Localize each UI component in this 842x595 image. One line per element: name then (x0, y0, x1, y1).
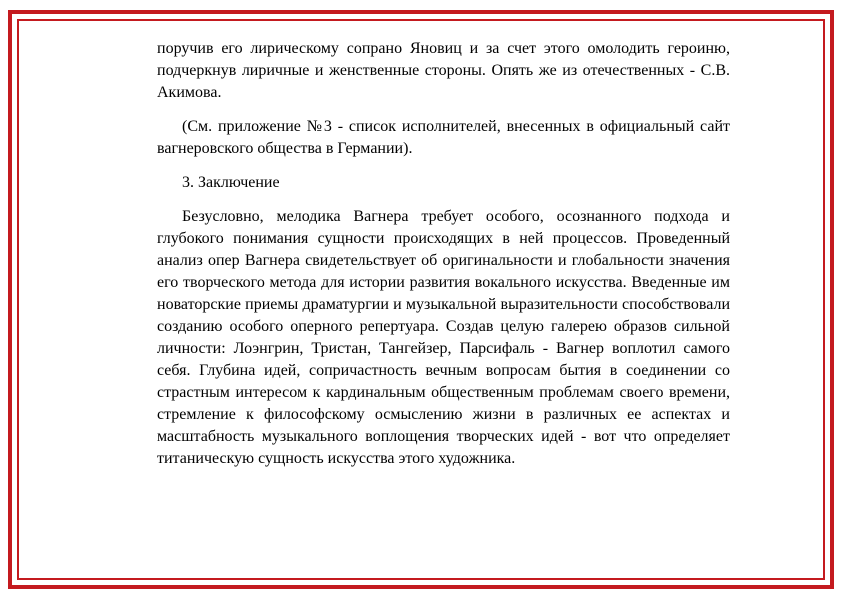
paragraph-appendix-reference: (См. приложение №3 - список исполнителей, внесенных в официальный сайт вагнеровского общества в Германии). (157, 118, 730, 157)
paragraph-conclusion: Безусловно, мелодика Вагнера требует особого, осознанного подхода и глубокого понимания сущности происходящих в ней процессов. Проведенный анализ опер Вагнера свидетельствует об оригинальности и глобальности значения его творческого метода для истории развития вокального искусства. Введенные им новаторские приемы драматургии и музыкальной выразительности способствовали созданию особого оперного репертуара. Создав целую галерею образов сильной личности: Лоэнгрин, Тристан, Тангейзер, Парсифаль - Вагнер воплотил самого себя. Глубина идей, сопричастность вечным вопросам бытия в соединении со страстным интересом к кардинальным общественным проблемам своего времени, стремление к философскому осмыслению жизни в различных ее аспектах и масштабность музыкального воплощения творческих идей - вот что определяет титаническую сущность искусства этого художника. (157, 208, 730, 467)
paragraph-continuation: поручив его лирическому сопрано Яновиц и за счет этого омолодить героиню, подчеркнув лиричные и женственные стороны. Опять же из отечественных - С.В. Акимова. (157, 40, 730, 101)
document-text (157, 38, 730, 470)
section-heading-conclusion: 3. Заключение (182, 174, 280, 191)
